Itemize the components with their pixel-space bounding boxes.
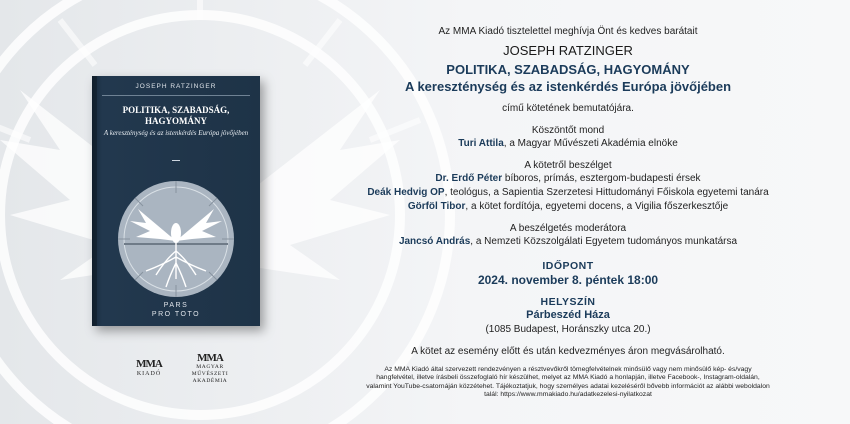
venue-address: (1085 Budapest, Horánszky utca 20.) [485, 324, 651, 335]
greeting-speaker-role: , a Magyar Művészeti Akadémia elnöke [503, 138, 678, 149]
book-series [92, 301, 260, 319]
book-divider [102, 95, 250, 96]
time-heading: IDŐPONT [542, 260, 594, 272]
panelist-row [348, 200, 788, 213]
book-cover [92, 76, 260, 326]
book-title: POLITIKA, SZABADSÁG, HAGYOMÁNY [122, 105, 230, 126]
panelist-name: Görföl Tibor [407, 201, 466, 212]
panelist-row [348, 172, 788, 185]
panelist-role: bíboros, prímás, esztergom-budapesti érsek [502, 173, 701, 184]
discussion-heading: A kötetről beszélget [524, 160, 612, 171]
moderator-role: , a Nemzeti Közszolgálati Egyetem tudományos munkatársa [470, 236, 738, 247]
mma-akademia-label: MAGYAR MŰVÉSZETI AKADÉMIA [191, 364, 229, 384]
mma-kiado-logo [131, 358, 167, 377]
panelist-row [348, 186, 788, 199]
event-title: POLITIKA, SZABADSÁG, HAGYOMÁNY [446, 62, 690, 77]
panelist-name: Dr. Erdő Péter [435, 173, 503, 184]
invite-line: Az MMA Kiadó tisztelettel meghívja Önt és kedves barátait [438, 26, 698, 37]
greeting-heading: Köszöntőt mond [531, 125, 605, 136]
greeting-speaker [348, 137, 788, 150]
greeting-speaker-name: Turi Attila [458, 138, 504, 149]
privacy-notice: Az MMA Kiadó által szervezett rendezvényen a résztvevőkről tömegfelvételnek minősülő vagy nem minősülő kép- és/vagy hangfelvétel, illetve írásbeli összefoglaló hír készülhet, melyet az MMA Kiadó a honlapján, illetve Facebook-, Instagram-oldalán, valamint YouTube-csatornáján közzétehet. Tájékoztatjuk, hogy személyes adatai kezeléséről bővebb információt az alábbi weboldalon talál: https://www.mmakiado.hu/adatkezelesi-nyilatkozat [366, 366, 770, 398]
moderator-row [348, 235, 788, 248]
moderator-heading: A beszélgetés moderátora [509, 223, 627, 234]
author-line: JOSEPH RATZINGER [503, 43, 633, 58]
mma-akademia-logo [182, 352, 238, 385]
venue-name: Párbeszéd Háza [526, 309, 610, 321]
launch-line: című kötetének bemutatójára. [502, 103, 634, 114]
mma-akademia-mark: MMA [197, 352, 223, 364]
book-author: JOSEPH RATZINGER [135, 83, 217, 90]
book-title-dash [172, 160, 180, 161]
book-series-line2: PRO TOTO [151, 311, 201, 318]
moderator-name: Jancsó András [398, 236, 471, 247]
purchase-note: A kötet az esemény előtt és után kedvezményes áron megvásárolható. [411, 346, 725, 357]
book-spine-shadow [92, 76, 97, 326]
book-subtitle: A kereszténység és az istenkérdés Európa jövőjében [103, 129, 249, 137]
event-subtitle: A kereszténység és az istenkérdés Európa jövőjében [404, 79, 732, 94]
mma-kiado-label: KIADÓ [136, 371, 162, 377]
time-value: 2024. november 8. péntek 18:00 [477, 273, 659, 287]
book-series-line1: PARS [163, 302, 189, 309]
venue-heading: HELYSZÍN [540, 296, 596, 308]
bird-tree-emblem [116, 179, 236, 299]
mma-kiado-mark: MMA [136, 358, 162, 370]
panelist-name: Deák Hedvig OP [367, 187, 445, 198]
panelist-role: , teológus, a Sapientia Szerzetesi Hittudományi Főiskola egyetemi tanára [444, 187, 769, 198]
panelist-role: , a kötet fordítója, egyetemi docens, a Vigilia főszerkesztője [465, 201, 729, 212]
